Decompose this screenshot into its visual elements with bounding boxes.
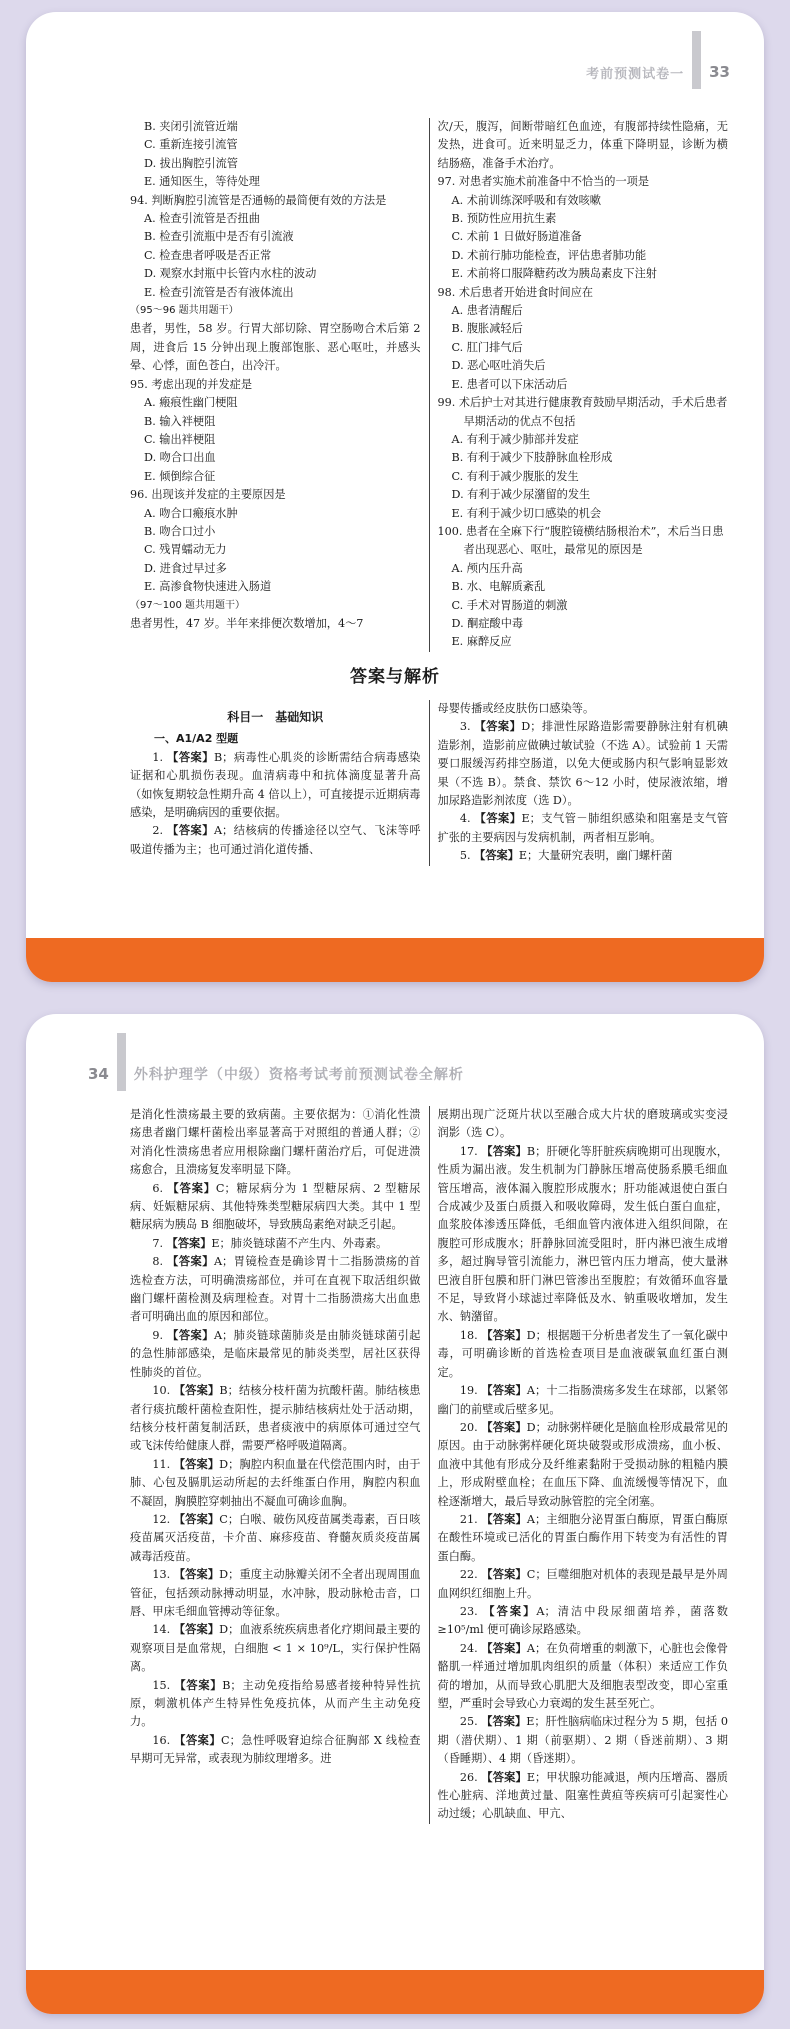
answer-number: 20. [459, 1420, 482, 1434]
answer-text: B；结核分枝杆菌为抗酸杆菌。肺结核患者行痰抗酸杆菌检查阳性，提示肺结核病灶处于活动期，结核分枝杆菌复制活跃，患者痰液中的病原体可通过空气或飞沫传给健康人群，需要严格呼吸道隔离。 [130, 1384, 421, 1453]
answer-number: 13. [152, 1568, 174, 1582]
answer-option: D. 进食过早过多 [144, 561, 227, 575]
answer-option: A. 瘢痕性幽门梗阻 [144, 396, 238, 410]
answer-text: D；排泄性尿路造影需要静脉注射有机碘造影剂，造影前应做碘过敏试验（不选 A）。试验前 1 天需要口服缓泻药排空肠道，以免大便或肠内积气影响显影效果（不选 B）。禁食、禁饮 6～12 小时，使尿液浓缩，增加尿路造影剂浓度（选 D）。 [437, 720, 728, 808]
answer-number: 17. [459, 1144, 482, 1158]
book-page-34 [26, 1014, 764, 2014]
answer-text: A；十二指肠溃疡多发生在球部，以紧邻幽门的前壁或后壁多见。 [437, 1384, 728, 1416]
answer-number: 14. [152, 1623, 174, 1637]
answer-label: 【答案】 [481, 1770, 527, 1784]
answer-number: 24. [459, 1641, 482, 1655]
page-footer-bar [26, 938, 764, 982]
answer-option: C. 重新连接引流管 [144, 138, 238, 152]
answer-label: 【答案】 [174, 1678, 223, 1692]
answer-text: E；肝性脑病临床过程分为 5 期，包括 0 期（潜伏期）、1 期（前驱期）、2 期（昏迷前期）、3 期（昏睡期）、4 期（昏迷期）。 [437, 1715, 728, 1766]
answer-number: 7. [152, 1236, 167, 1250]
answer-number: 10. [152, 1384, 174, 1398]
answer-option: A. 颅内压升高 [451, 561, 523, 575]
answer-explanation [130, 1253, 421, 1327]
question-stem: 99. 术后护士对其进行健康教育鼓励早期活动，手术后患者早期活动的优点不包括 [437, 396, 728, 428]
answer-label: 【答案】 [167, 750, 214, 764]
answer-number: 8. [152, 1255, 168, 1269]
answer-explanation [130, 1382, 421, 1456]
answer-explanation [438, 1382, 729, 1419]
answer-label: 【答案】 [173, 1384, 220, 1398]
shared-stem-label: （97～100 题共用题干） [130, 599, 245, 611]
running-head: 外科护理学（中级）资格考试考前预测试卷全解析 [133, 1067, 464, 1083]
answer-explanation [130, 1180, 421, 1235]
paragraph: 展期出现广泛斑片状以至融合成大片状的磨玻璃或实变浸润影（选 C）。 [437, 1108, 728, 1140]
answer-explanation [438, 810, 729, 847]
answer-number: 25. [459, 1715, 482, 1729]
answer-option: C. 输出袢梗阻 [144, 432, 216, 446]
answer-number: 26. [459, 1770, 482, 1784]
paragraph: 是消化性溃疡最主要的致病菌。主要依据为：①消化性溃疡患者幽门螺杆菌检出率显著高于对照组的普通人群；②对消化性溃疡患者应用根除幽门螺杆菌治疗后，可促进溃疡愈合，且溃疡复发率明显下降。 [130, 1108, 421, 1177]
answer-label: 【答案】 [481, 1384, 527, 1398]
answer-number: 22. [459, 1568, 482, 1582]
answer-text: C；急性呼吸窘迫综合征胸部 X 线检查早期可无异常，或表现为肺纹理增多。进 [130, 1733, 421, 1766]
answers-columns [130, 700, 728, 866]
answer-option: A. 吻合口瘢痕水肿 [144, 506, 238, 520]
answer-number: 6. [152, 1181, 168, 1195]
answer-text: E；支气管－肺组织感染和阻塞是支气管扩张的主要病因与发病机制，两者相互影响。 [437, 812, 728, 844]
paragraph: 次/天，腹泻，间断带暗红色血迹，有腹部持续性隐痛，无发热，进食可。近来明显乏力，体重下降明显，诊断为横结肠癌，准备手术治疗。 [437, 120, 728, 170]
page-number: 33 [709, 63, 730, 81]
answer-text: E；甲状腺功能减退，颅内压增高、器质性心脏病、洋地黄过量、阻塞性黄疸等疾病可引起窦性心动过缓；心肌缺血、甲亢、 [437, 1770, 728, 1821]
answer-text: B；病毒性心肌炎的诊断需结合病毒感染证据和心肌损伤表现。血清病毒中和抗体滴度显著升高（如恢复期较急性期升高 4 倍以上），可直接提示近期病毒感染，是明确病因的重要依据。 [130, 750, 421, 820]
answer-explanation [438, 1603, 729, 1640]
answer-explanation [438, 1769, 729, 1824]
answer-explanation [438, 1566, 729, 1603]
subject-title: 科目一 基础知识 [227, 710, 324, 724]
answer-option: E. 术前将口服降糖药改为胰岛素皮下注射 [451, 267, 657, 281]
answer-number: 11. [152, 1457, 174, 1471]
page-number: 34 [88, 1065, 109, 1083]
answer-option: D. 拔出胸腔引流管 [144, 156, 238, 170]
answer-option: E. 患者可以下床活动后 [451, 377, 568, 391]
shared-stem-label: （95～96 题共用题干） [130, 305, 239, 317]
answer-text: A；在负荷增重的刺激下，心脏也会像骨骼肌一样通过增加肌肉组织的质量（体积）来适应工作负荷的增加，从而导致心肌肥大及细胞表型改变，即心室重塑，严重时会导致心力衰竭的发生甚至死亡。 [437, 1641, 728, 1710]
answer-option: A. 患者清醒后 [451, 304, 523, 318]
answer-text: A；主细胞分泌胃蛋白酶原，胃蛋白酶原在酸性环境或已活化的胃蛋白酶作用下转变为有活性的胃蛋白酶。 [437, 1512, 728, 1563]
answer-label: 【答案】 [474, 720, 522, 734]
answer-option: D. 吻合口出血 [144, 451, 216, 465]
answer-explanation [438, 718, 729, 810]
answer-explanation [130, 1511, 421, 1566]
answer-label: 【答案】 [481, 1641, 527, 1655]
page-header [586, 52, 730, 92]
answer-option: E. 有利于减少切口感染的机会 [451, 506, 602, 520]
header-divider [117, 1033, 126, 1091]
answer-text: D；根据题干分析患者发生了一氧化碳中毒，可明确诊断的首选检查项目是血液碳氧血红蛋白测定。 [437, 1328, 728, 1379]
answer-option: B. 腹胀减轻后 [451, 322, 523, 336]
question-type-heading: 一、A1/A2 型题 [154, 732, 239, 746]
answer-text: E；肺炎链球菌不产生内、外毒素。 [211, 1236, 388, 1250]
page-header [88, 1054, 464, 1094]
answer-option: E. 倾倒综合征 [144, 469, 216, 483]
answer-explanation [438, 847, 729, 865]
answer-option: C. 检查患者呼吸是否正常 [144, 248, 272, 262]
answer-label: 【答案】 [481, 1328, 527, 1342]
answer-number: 21. [459, 1512, 482, 1526]
answer-text: C；糖尿病分为 1 型糖尿病、2 型糖尿病、妊娠糖尿病、其他特殊类型糖尿病四大类。其中 1 型糖尿病为胰岛 B 细胞破坏，导致胰岛素绝对缺乏引起。 [130, 1181, 421, 1232]
answer-explanation [438, 1327, 729, 1382]
running-head: 考前预测试卷一 [586, 66, 685, 82]
answer-label: 【答案】 [167, 1255, 214, 1269]
answers-right-column [430, 700, 729, 866]
answer-option: C. 术前 1 日做好肠道准备 [451, 230, 582, 244]
answer-explanation [438, 1640, 729, 1714]
answer-label: 【答案】 [173, 1457, 220, 1471]
answer-explanation [130, 1327, 421, 1382]
answer-label: 【答案】 [474, 849, 519, 863]
answer-option: D. 观察水封瓶中长管内水柱的波动 [144, 267, 317, 281]
answer-explanation [438, 1511, 729, 1566]
answer-number: 18. [459, 1328, 482, 1342]
answer-option: B. 输入袢梗阻 [144, 414, 216, 428]
answer-label: 【答案】 [474, 812, 522, 826]
answer-explanation [130, 749, 421, 823]
answers-left-column [130, 700, 430, 866]
answer-option: D. 有利于减少尿潴留的发生 [451, 488, 591, 502]
answer-option: C. 肛门排气后 [451, 340, 523, 354]
answer-text: A；胃镜检查是确诊胃十二指肠溃疡的首选检查方法，可明确溃疡部位，并可在直视下取活组织做幽门螺杆菌检测及病理检查。对胃十二指肠溃疡大出血患者可明确出血的原因和部位。 [130, 1255, 421, 1324]
answer-label: 【答案】 [167, 824, 214, 838]
answer-option: C. 有利于减少腹胀的发生 [451, 469, 579, 483]
answer-text: E；大量研究表明，幽门螺杆菌 [518, 849, 673, 863]
answer-number: 15. [152, 1678, 175, 1692]
question-stem: 96. 出现该并发症的主要原因是 [130, 488, 286, 502]
answer-number: 23. [459, 1604, 484, 1618]
paragraph: 患者男性，47 岁。半年来排便次数增加，4～7 [130, 616, 364, 630]
answer-explanation [438, 1143, 729, 1327]
answer-text: D；动脉粥样硬化是脑血栓形成最常见的原因。由于动脉粥样硬化斑块破裂或形成溃疡，血小板、血液中其他有形成分及纤维素黏附于受损动脉的粗糙内膜上，形成附壁血栓；在血压下降、血流缓慢等情况下，血栓逐渐增大，最后导致动脉管腔的完全闭塞。 [437, 1420, 728, 1508]
question-stem: 95. 考虑出现的并发症是 [130, 377, 253, 391]
answer-label: 【答案】 [481, 1144, 527, 1158]
answer-option: D. 恶心呕吐消失后 [451, 359, 546, 373]
answer-number: 1. [152, 750, 168, 764]
answers-section-heading: 答案与解析 [350, 667, 440, 687]
answer-text: D；重度主动脉瓣关闭不全者出现周围血管征，包括颈动脉搏动明显，水冲脉，股动脉枪击音，口唇、甲床毛细血管搏动等征象。 [130, 1568, 421, 1618]
answer-text: A；清洁中段尿细菌培养，菌落数≥10⁵/ml 便可确诊尿路感染。 [437, 1604, 728, 1637]
answer-label: 【答案】 [166, 1236, 212, 1250]
book-page-33 [26, 12, 764, 982]
answer-explanation [130, 1566, 421, 1621]
answer-option: D. 术前行肺功能检查，评估患者肺功能 [451, 248, 647, 262]
answer-explanation [438, 1713, 729, 1768]
answer-text: D；胸腔内积血量在代偿范围内时，由于肺、心包及膈肌运动所起的去纤维蛋白作用，胸腔内积血不凝固，胸膜腔穿刺抽出不凝血可确诊血胸。 [130, 1457, 421, 1508]
answer-option: E. 高渗食物快速进入肠道 [144, 580, 272, 594]
answer-label: 【答案】 [174, 1733, 222, 1747]
question-stem: 94. 判断胸腔引流管是否通畅的最简便有效的方法是 [130, 193, 387, 207]
answer-explanation [130, 1677, 421, 1732]
page-footer-bar [26, 1970, 764, 2014]
answer-explanation [130, 1732, 421, 1769]
answer-label: 【答案】 [173, 1568, 220, 1582]
answer-option: E. 检查引流管是否有液体流出 [144, 285, 294, 299]
answer-number: 9. [152, 1328, 168, 1342]
answer-number: 2. [152, 824, 168, 838]
answer-number: 12. [152, 1512, 174, 1526]
answer-label: 【答案】 [167, 1181, 216, 1195]
question-stem: 100. 患者在全麻下行“腹腔镜横结肠根治术”，术后当日患者出现恶心、呕吐，最常见的原因是 [437, 524, 724, 557]
answer-label: 【答案】 [483, 1604, 537, 1618]
answer-option: B. 有利于减少下肢静脉血栓形成 [451, 451, 613, 465]
answer-option: B. 吻合口过小 [144, 524, 216, 538]
answer-option: B. 夹闭引流管近端 [144, 120, 238, 133]
answer-label: 【答案】 [167, 1328, 214, 1342]
answer-text: C；巨噬细胞对机体的表现是最早是外周血网织红细胞上升。 [437, 1568, 728, 1600]
answer-option: C. 手术对胃肠道的刺激 [451, 598, 568, 612]
answer-option: E. 麻醉反应 [451, 635, 512, 649]
question-stem: 98. 术后患者开始进食时间应在 [437, 285, 594, 299]
header-divider [692, 31, 701, 89]
answer-number: 4. [459, 812, 475, 826]
answer-label: 【答案】 [481, 1512, 527, 1526]
answer-text: A；肺炎链球菌肺炎是由肺炎链球菌引起的急性肺部感染，是临床最常见的肺炎类型，居社区获得性肺炎的首位。 [130, 1328, 421, 1379]
answer-number: 19. [459, 1384, 482, 1398]
paragraph: 母婴传播或经皮肤伤口感染等。 [437, 702, 595, 715]
answer-text: A；结核病的传播途径以空气、飞沫等呼吸道传播为主；也可通过消化道传播、 [130, 824, 421, 856]
answer-explanation [130, 1235, 421, 1253]
answer-label: 【答案】 [481, 1715, 527, 1729]
questions-right-column [430, 118, 729, 652]
questions-columns [130, 118, 728, 652]
answer-option: B. 水、电解质紊乱 [451, 580, 546, 594]
answer-option: D. 酮症酸中毒 [451, 616, 524, 630]
answer-option: E. 通知医生，等待处理 [144, 175, 260, 189]
answer-label: 【答案】 [481, 1420, 527, 1434]
answer-explanation [438, 1419, 729, 1511]
answers-left-column [130, 1106, 430, 1824]
answer-label: 【答案】 [481, 1568, 527, 1582]
question-stem: 97. 对患者实施术前准备中不恰当的一项是 [437, 175, 650, 189]
answer-option: A. 检查引流管是否扭曲 [144, 212, 260, 226]
answer-explanation [130, 822, 421, 859]
answer-text: C；白喉、破伤风疫苗属类毒素，百日咳疫苗属灭活疫苗，卡介苗、麻疹疫苗、脊髓灰质炎疫苗属减毒活疫苗。 [130, 1512, 421, 1563]
answer-option: C. 残胃蠕动无力 [144, 543, 227, 557]
answer-text: D；血液系统疾病患者化疗期间最主要的观察项目是血常规，白细胞 < 1 × 10⁹/L，实行保护性隔离。 [130, 1623, 421, 1674]
answer-label: 【答案】 [173, 1623, 220, 1637]
answer-number: 3. [459, 720, 475, 734]
questions-left-column [130, 118, 430, 652]
answer-option: B. 预防性应用抗生素 [451, 212, 557, 226]
answer-option: B. 检查引流瓶中是否有引流液 [144, 230, 294, 244]
answer-option: A. 有利于减少肺部并发症 [451, 432, 579, 446]
answer-number: 16. [152, 1733, 175, 1747]
answer-explanation [130, 1456, 421, 1511]
answer-number: 5. [459, 849, 475, 863]
answer-explanation [130, 1621, 421, 1676]
answer-text: B；肝硬化等肝脏疾病晚期可出现腹水，性质为漏出液。发生机制为门静脉压增高使肠系膜毛细血管压增高，液体漏入腹腔形成腹水；肝功能减退使白蛋白合成减少及蛋白质摄入和吸收障碍，发生低白蛋白血症，血浆胶体渗透压降低，毛细血管内液体进入组织间隙，在腹腔可形成腹水；肝静脉回流受阻时，肝内淋巴液生成增多，超过胸导管引流能力，淋巴管内压力增高，使大量淋巴液自肝包膜和肝门淋巴管渗出至腹腔；有效循环血容量不足，导致肾小球滤过率降低及水、钠重吸收增加，发生水、钠潴留。 [437, 1144, 728, 1324]
answer-text: B；主动免疫指给易感者接种特异性抗原，刺激机体产生特异性免疫抗体，从而产生主动免疫力。 [130, 1678, 421, 1729]
answers-columns [130, 1106, 728, 1824]
paragraph: 患者，男性，58 岁。行胃大部切除、胃空肠吻合术后第 2 周，进食后 15 分钟出现上腹部饱胀、恶心呕吐，并感头晕、心悸，面色苍白，出冷汗。 [130, 322, 421, 373]
answer-label: 【答案】 [173, 1512, 220, 1526]
answer-option: A. 术前训练深呼吸和有效咳嗽 [451, 193, 601, 207]
answers-right-column [430, 1106, 729, 1824]
